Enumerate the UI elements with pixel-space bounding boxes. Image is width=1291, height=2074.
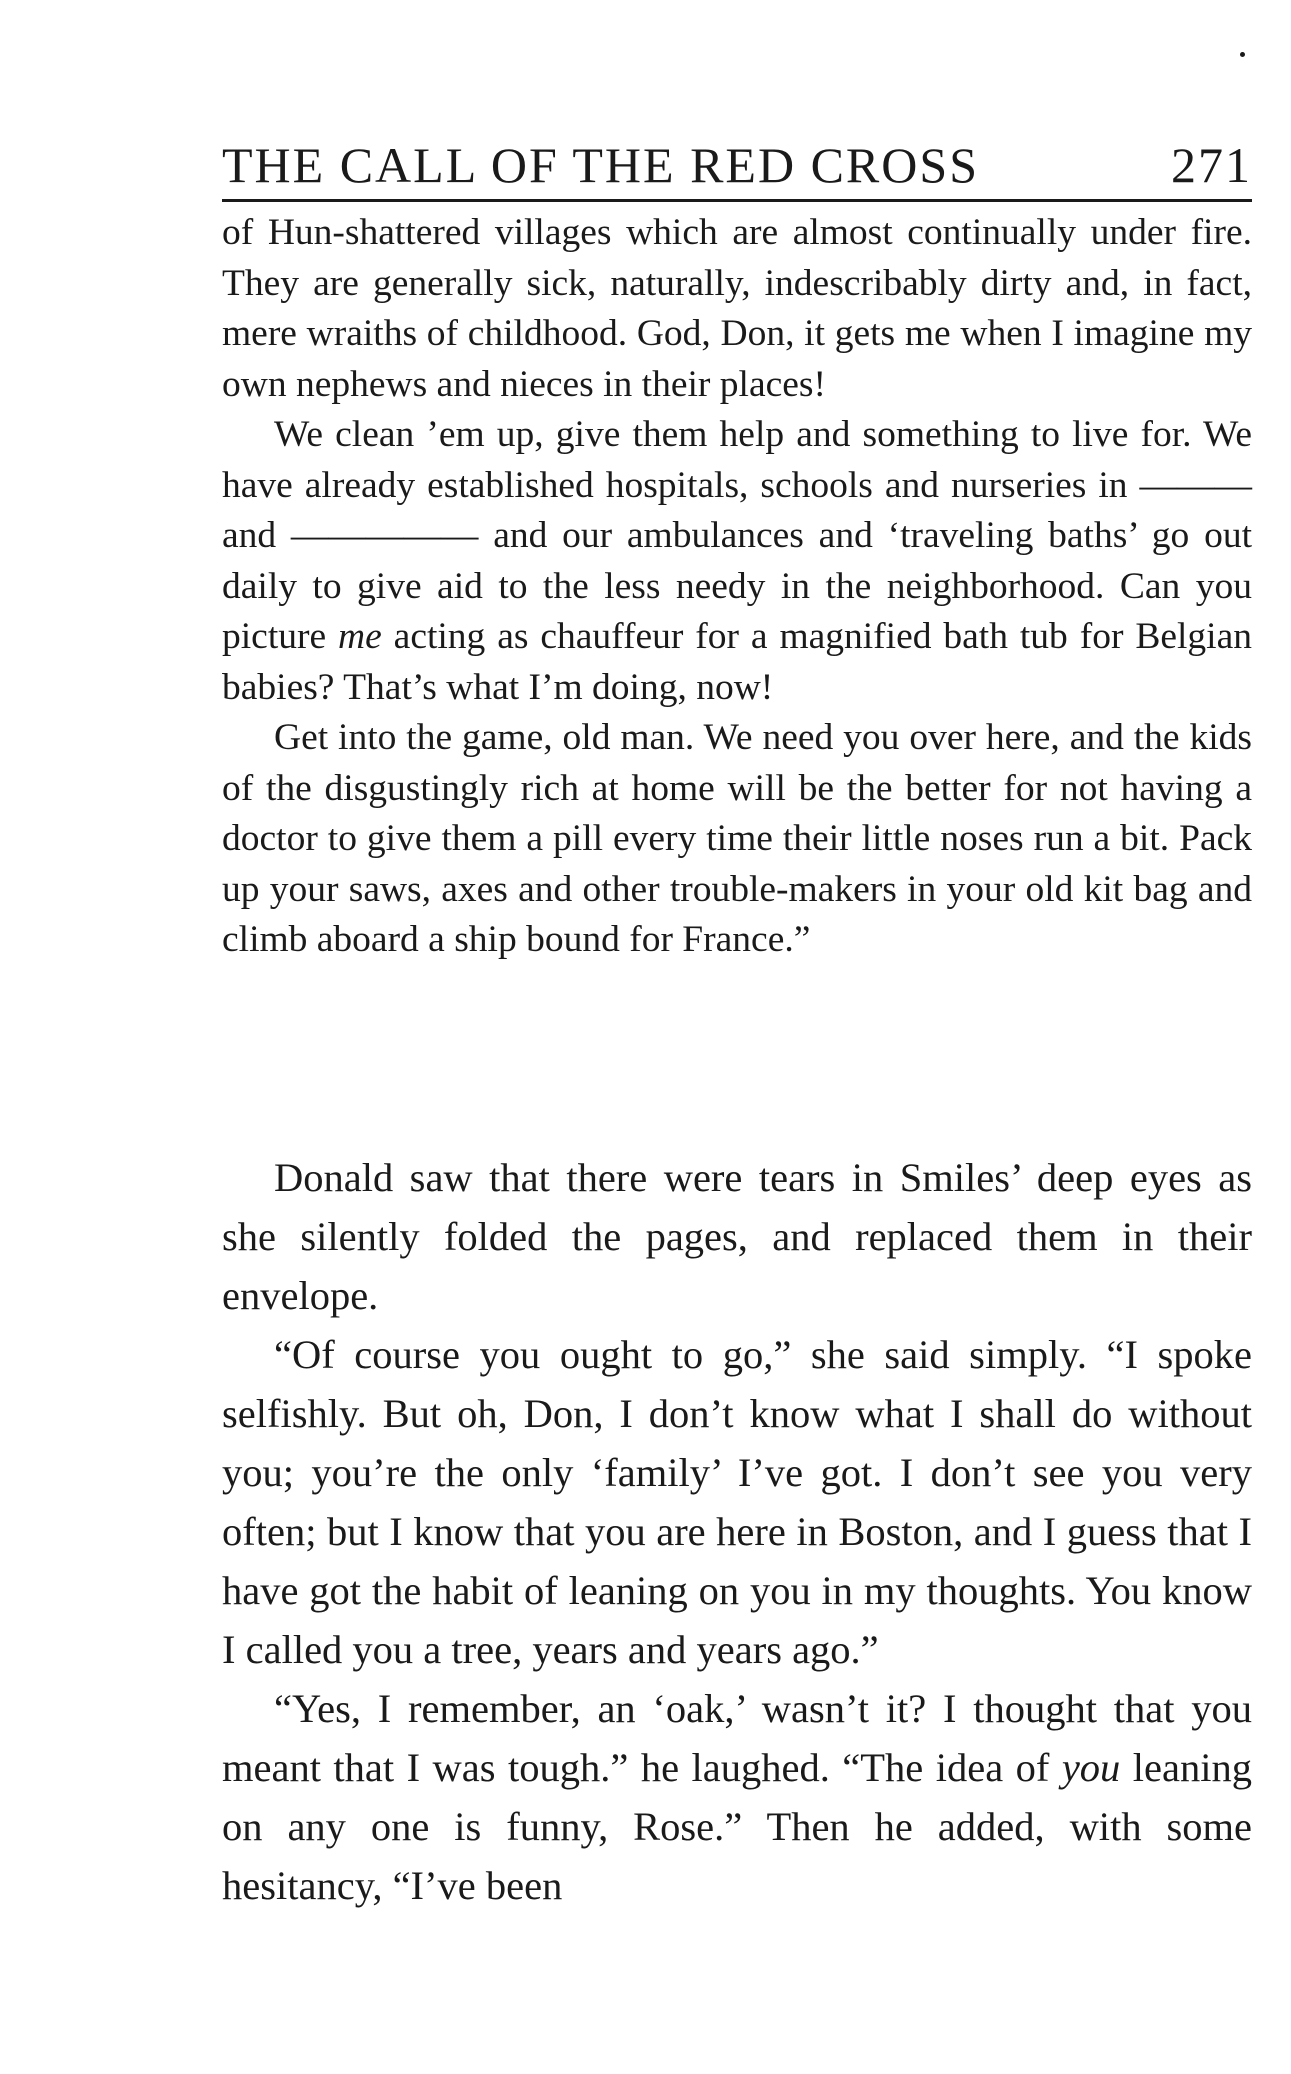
narrative-paragraph-3 (222, 1679, 1252, 1915)
narrative-paragraph-2: “Of course you ought to go,” she said simply. “I spoke selfishly. But oh, Don, I don’t know what I shall do without you; you’re the only ‘family’ I’ve got. I don’t see you very often; but I know that you are here in Boston, and I guess that I have got the habit of leaning on you in my thoughts. You know I called you a tree, years and years ago.” (222, 1332, 1252, 1672)
letter-paragraph-2-emphasis: me (338, 616, 382, 657)
letter-paragraph-1: of Hun-shattered villages which are almost continually under fire. They are generally sick, naturally, indescribably dirty and, in fact, mere wraiths of childhood. God, Don, it gets me when I imagine my own nephews and nieces in their places! (222, 212, 1252, 405)
letter-paragraph-3: Get into the game, old man. We need you over here, and the kids of the disgustingly rich at home will be the better for not having a doctor to give them a pill every time their little noses run a bit. Pack up your saws, axes and other trouble-makers in your old kit bag and climb aboard a ship bound for France.” (222, 717, 1252, 960)
narrative-paragraph-3-text-b: leaning on any one is funny, Rose.” Then he added, with some hesitancy, “I’ve been (222, 1745, 1252, 1908)
ink-speck (1240, 52, 1245, 57)
narrative-paragraph-3-text-a: “Yes, I remember, an ‘oak,’ wasn’t it? I thought that you meant that I was tough.” he laughed. “The idea of (222, 1686, 1252, 1790)
narrative-paragraph-1: Donald saw that there were tears in Smiles’ deep eyes as she silently folded the pages, and replaced them in their envelope. (222, 1155, 1252, 1318)
narrative-text (222, 1148, 1252, 1915)
page-number: 271 (1171, 137, 1252, 193)
narrative-paragraph-3-emphasis: you (1061, 1745, 1121, 1790)
letter-excerpt (222, 208, 1252, 966)
running-head (222, 120, 1252, 193)
letter-paragraph-2-text-b: acting as chauffeur for a magnified bath tub for Belgian babies? That’s what I’m doing, now! (222, 616, 1252, 708)
running-title: THE CALL OF THE RED CROSS (222, 137, 980, 193)
letter-paragraph-2-text-a: We clean ’em up, give them help and something to live for. We have already established hospitals, schools and nurseries in ——— and ————— and our ambulances and ‘traveling baths’ go out daily to give aid to the less needy in the neighborhood. Can you picture (222, 414, 1252, 657)
header-rule (222, 199, 1252, 202)
letter-paragraph-2 (222, 410, 1252, 713)
